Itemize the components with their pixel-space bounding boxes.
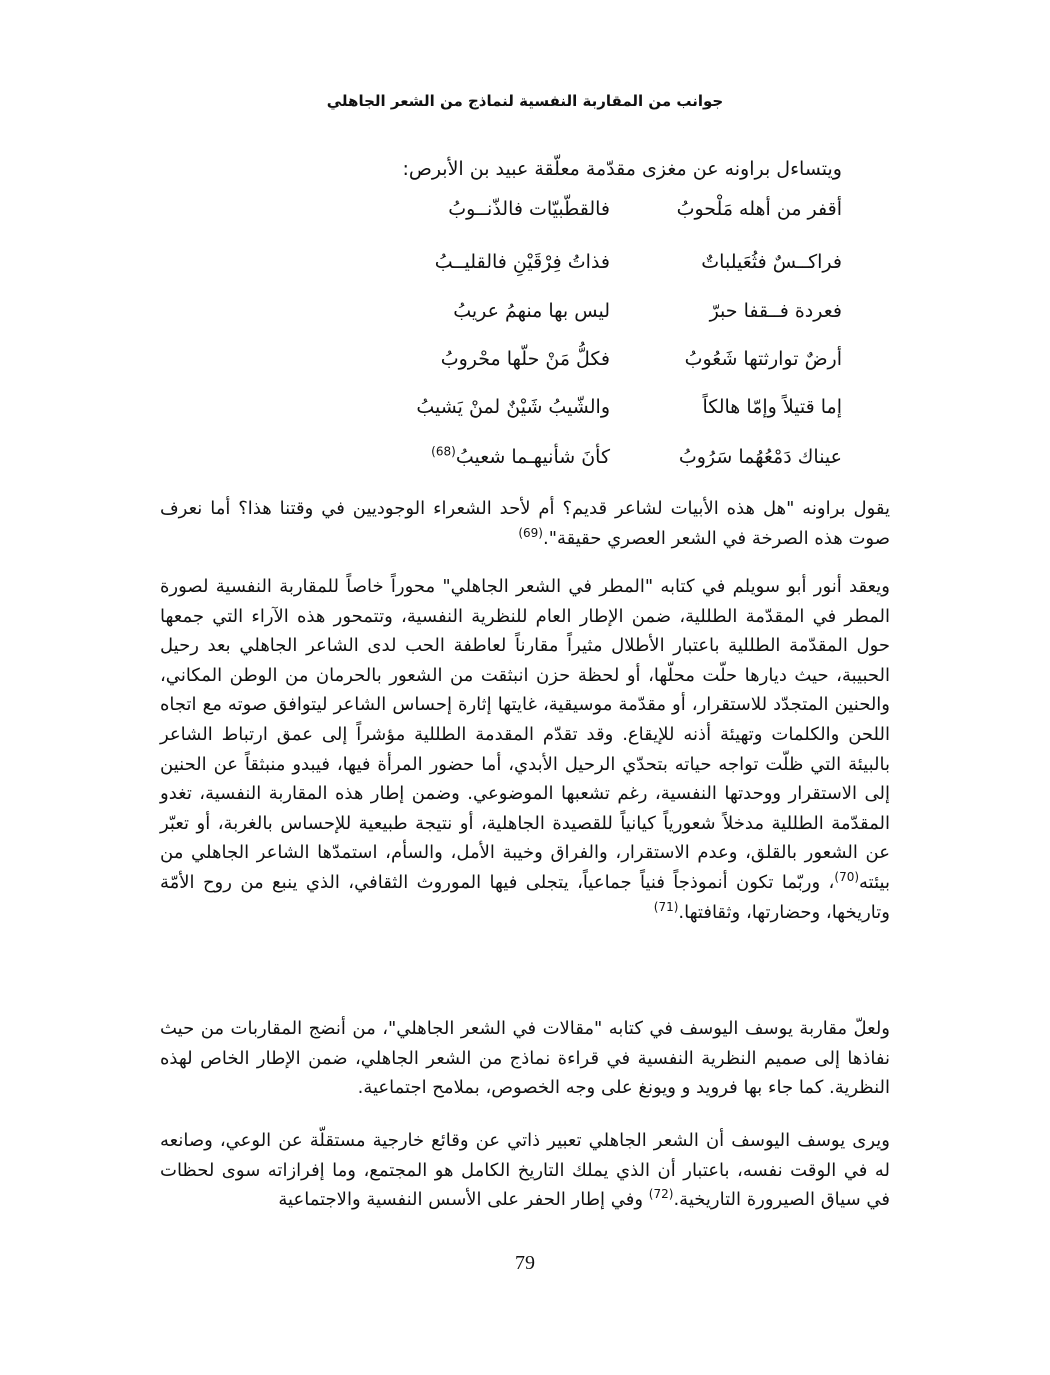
paragraph: [160, 572, 890, 927]
verse-second-hemistich: [350, 446, 610, 468]
paragraph-text-continued: وفي إطار الحفر على الأسس النفسية والاجتماعية: [278, 1189, 649, 1211]
page-number: 79: [515, 1252, 535, 1274]
footnote-ref: (69): [518, 525, 543, 540]
footnote-ref: (68): [431, 444, 456, 459]
paragraph-text: يقول براونه "هل هذه الأبيات لشاعر قديم؟ أم لأحد الشعراء الوجوديين في وقتنا هذا؟ أما نعرف صوت هذه الصرخة في الشعر العصري حقيقة".: [160, 498, 890, 549]
verse-first-hemistich: فعردة فــقفا حبرّ: [709, 300, 842, 322]
verse-first-hemistich: أرضٌ توارثتها شَعُوبُ: [684, 348, 842, 370]
paragraph: [160, 1126, 890, 1215]
footnote-ref: (70): [834, 869, 860, 884]
verse-second-hemistich: فكلُّ مَنْ حلّها محْروبُ: [440, 348, 610, 370]
intro-line: ويتساءل براونه عن مغزى مقدّمة معلّقة عبيد بن الأبرص:: [402, 158, 842, 180]
verse-text: كأنَ شأنيهـما شعيبُ: [455, 446, 610, 468]
verse-first-hemistich: فراكــسٌ فثُعَيلباتٌ: [701, 251, 842, 273]
paragraph: [160, 1014, 890, 1103]
verse-row: [0, 300, 1050, 336]
verse-second-hemistich: والشّيبُ شَيْنٌ لمنْ يَشيبُ: [416, 396, 610, 418]
paragraph-text: ويعقد أنور أبو سويلم في كتابه "المطر في الشعر الجاهلي" محوراً خاصاً للمقاربة النفسية لصورة المطر في المقدّمة الطللية، ضمن الإطار العام للنظرية النفسية، وتتمحور هذه الآراء التي جمعها حول المقدّمة الطللية باعتبار الأطلال مثيراً مقارناً لعاطفة الحب لدى الشاعر الجاهلي بعد رحيل الحبيبة، حيث ديارها حلّت محلّها، أو لحظة حزن انبثقت من الشعور بالحرمان من الوطن المكاني، والحنين المتجدّد للاستقرار، أو مقدّمة موسيقية، غايتها إثارة إحساس الشاعر ليتوافق صوته مع اتجاه اللحن والكلمات وتهيئة أذنه للإيقاع. وقد تقدّم المقدمة الطللية مؤشراً إلى عمق ارتباط الشاعر بالبيئة التي ظلّت تواجه حياته بتحدّي الرحيل الأبدي، أما حضور المرأة فيها، فيبدو منبثقاً عن الحنين إلى الاستقرار ووحدتها النفسية، رغم تشعبها الموضوعي. وضمن إطار هذه المقاربة النفسية، تغدو المقدّمة الطللية مدخلاً شعورياً كيانياً للقصيدة الجاهلية، أو نتيجة طبيعية للإحساس بالغربة، أو تعبّر عن الشعور بالقلق، وعدم الاستقرار، والفراق وخيبة الأمل، والسأم، استمدّها الشاعر الجاهلي من بيئته: [160, 576, 890, 893]
verse-second-hemistich: فالقطّبيّات فالذّنــوبُ: [448, 198, 610, 220]
paragraph-text-continued: ، وربّما تكون أنموذجاً فنياً جماعياً، يتجلى فيها الموروث الثقافي، الذي ينبع من روح الأمّة وتاريخها، وحضارتها، وثقافتها.: [160, 871, 890, 923]
verse-row: [0, 251, 1050, 287]
verse-first-hemistich: أقفر من أهله مَلْحوبُ: [676, 198, 842, 220]
verse-row: [0, 446, 1050, 482]
verse-row: [0, 198, 1050, 234]
verse-first-hemistich: عيناك دَمْعُهُما سَرُوبُ: [678, 446, 842, 468]
paragraph: [160, 494, 890, 553]
footnote-ref: (72): [648, 1187, 674, 1202]
paragraph-text: ولعلّ مقاربة يوسف اليوسف في كتابه "مقالات في الشعر الجاهلي"، من أنضج المقاربات من حيث نفاذها إلى صميم النظرية النفسية في قراءة نماذج من الشعر الجاهلي، ضمن الإطار الخاص لهذه النظرية. كما جاء بها فرويد و ويونغ على وجه الخصوص، بملامح اجتماعية.: [160, 1018, 890, 1099]
verse-second-hemistich: ليس بها منهمُ عريبُ: [453, 300, 610, 322]
verse-second-hemistich: فذاتُ فِرْقَيْنِ فالقليــبُ: [434, 251, 610, 273]
verse-row: [0, 396, 1050, 432]
running-header: جوانب من المقاربة النفسية لنماذج من الشعر الجاهلي: [326, 92, 724, 110]
footnote-ref: (71): [653, 899, 679, 914]
verse-row: [0, 348, 1050, 384]
paragraph-text: ويرى يوسف اليوسف أن الشعر الجاهلي تعبير ذاتي عن وقائع خارجية مستقلّة عن الوعي، وصانعه له في الوقت نفسه، باعتبار أن الذي يملك التاريخ الكامل هو المجتمع، وما إفرازاته سوى لحظات في سياق الصيرورة التاريخية.: [160, 1130, 890, 1211]
verse-first-hemistich: إما قتيلاً وإمّا هالكاً: [702, 396, 842, 418]
